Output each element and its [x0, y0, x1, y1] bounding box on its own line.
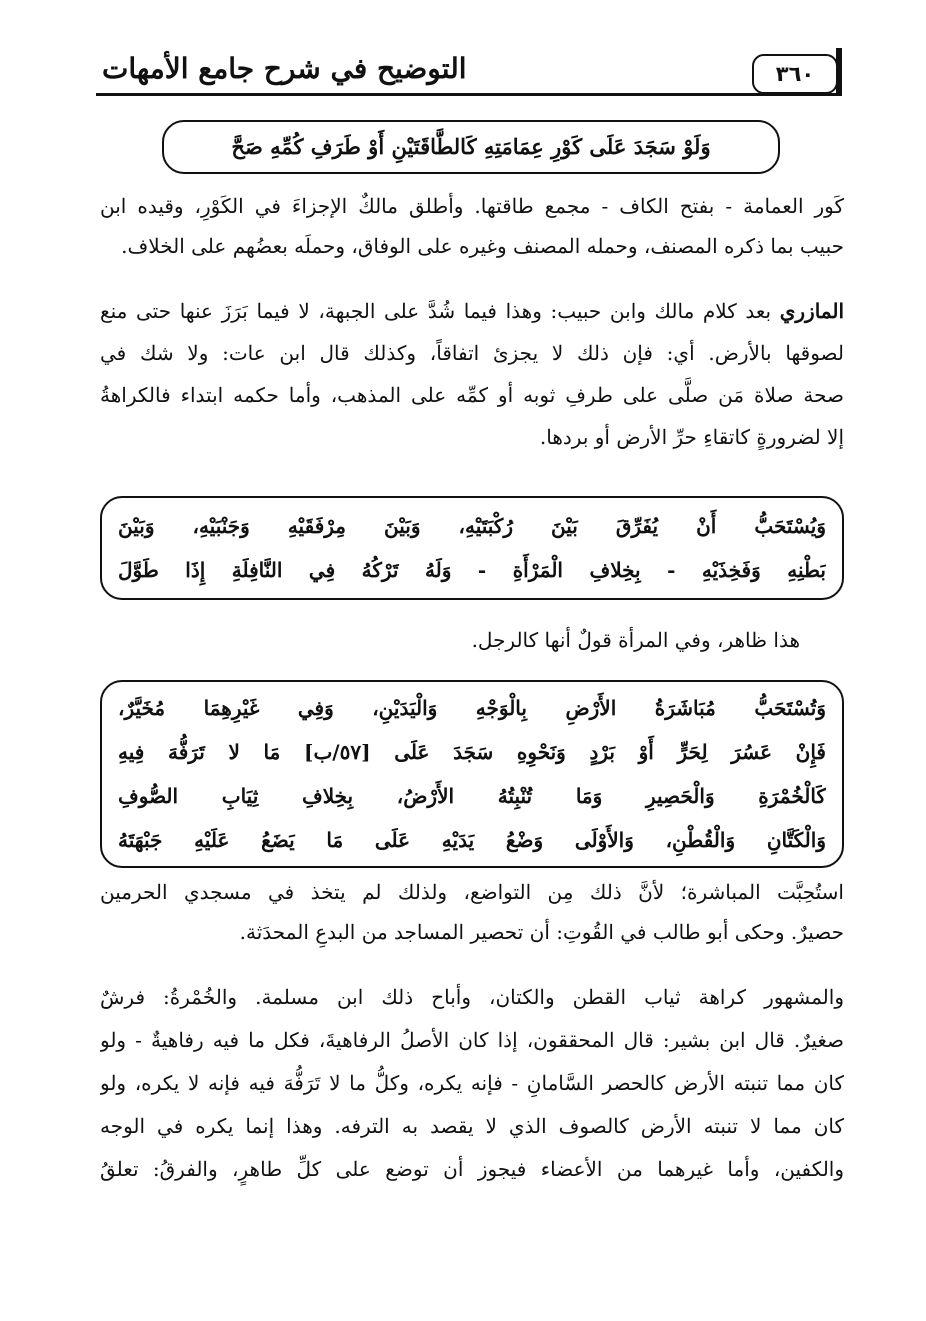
commentary-block-5 — [100, 976, 844, 1191]
matn-box-1 — [162, 120, 780, 174]
commentary-line: كان مما لا تنبته الأرض كالصوف الذي لا يقصد به الترفه. وهذا إنما يكره في الوجه — [100, 1114, 844, 1138]
commentary-line: لصوقها بالأرض. أي: فإن ذلك لا يجزئ اتفاقاً، وكذلك قال ابن عات: ولا شك في — [100, 341, 844, 365]
commentary-block-1 — [100, 186, 844, 266]
matn-line: بَطْنِهِ وَفَخِذَيْهِ - بِخِلافِ الْمَرْأَةِ - وَلَهُ تَرْكُهُ فِي النَّافِلَةِ إِذَا طَوَّلَ — [118, 558, 826, 582]
scholar-name: المازري — [779, 299, 844, 323]
commentary-line: كَور العمامة - بفتح الكاف - مجمع طاقتها. وأطلق مالكٌ الإجزاءَ في الكَوْرِ، وقيده ابن — [100, 194, 844, 218]
commentary-line: استُحِبَّت المباشرة؛ لأنَّ ذلك مِن التواضع، ولذلك لم يتخذ في مسجدي الحرمين — [100, 880, 844, 904]
page-header — [96, 48, 842, 96]
commentary-line: والكفين، وأما غيرهما من الأعضاء فيجوز أن توضع على كلِّ طاهرٍ، والفرقُ: تعلقُ — [100, 1157, 844, 1181]
matn-box-3 — [100, 680, 844, 868]
commentary-text: بعد كلام مالك وابن حبيب: وهذا فيما شُدَّ على الجبهة، لا فيما بَرَزَ عنها حتى منع — [100, 299, 772, 323]
commentary-line: هذا ظاهر، وفي المرأة قولٌ أنها كالرجل. — [471, 628, 800, 652]
matn-line: فَإِنْ عَسُرَ لِحَرٍّ أَوْ بَرْدٍ وَنَحْوِهِ سَجَدَ عَلَى [٥٧/ب] مَا لا تَرَفُّهَ فِيهِ — [118, 740, 826, 764]
commentary-block-4 — [100, 872, 844, 952]
commentary-line — [100, 290, 844, 332]
commentary-line: حصيرٌ. وحكى أبو طالب في القُوتِ: أن تحصير المساجد من البدعِ المحدَثة. — [239, 920, 844, 944]
matn-line: وَلَوْ سَجَدَ عَلَى كَوْرِ عِمَامَتِهِ كَالطَّاقَتَيْنِ أَوْ طَرَفِ كُمِّهِ صَحَّ — [231, 134, 711, 159]
matn-line: وَيُسْتَحَبُّ أَنْ يُفَرِّقَ بَيْنَ رُكْبَتَيْهِ، وَبَيْنَ مِرْفَقَيْهِ وَجَنْبَيْهِ، وَبَيْنَ — [118, 514, 826, 538]
matn-line: وَتُسْتَحَبُّ مُبَاشَرَةُ الأَرْضِ بِالْوَجْهِ وَالْيَدَيْنِ، وَفِي غَيْرِهِمَا مُخَيَّرٌ، — [118, 696, 826, 720]
matn-line: كَالْخُمْرَةِ وَالْحَصِيرِ وَمَا تُنْبِتُهُ الأَرْضُ، بِخِلافِ ثِيَابِ الصُّوفِ — [118, 784, 826, 808]
commentary-block-2 — [100, 290, 844, 458]
matn-box-2 — [100, 496, 844, 600]
commentary-line: صغيرٌ. قال ابن بشير: قال المحققون، إذا كان الأصلُ الرفاهيةَ، فكل ما فيه رفاهيةٌ - ولو — [100, 1028, 844, 1052]
commentary-line: صحة صلاة مَن صلَّى على طرفِ ثوبه أو كمِّه على المذهب، وأما حكمه ابتداء فالكراهةُ — [100, 383, 844, 407]
running-title: التوضيح في شرح جامع الأمهات — [102, 52, 467, 85]
commentary-line: والمشهور كراهة ثياب القطن والكتان، وأباح ذلك ابن مسلمة. والخُمْرةُ: فرشٌ — [100, 985, 844, 1009]
page-number: ٣٦٠ — [752, 54, 838, 94]
commentary-line: حبيب بما ذكره المصنف، وحمله المصنف وغيره على الوفاق، وحملَه بعضُهم على الخلاف. — [121, 234, 844, 258]
commentary-line: إلا لضرورةٍ كاتقاءِ حرِّ الأرض أو بردها. — [539, 425, 844, 449]
commentary-line: كان مما تنبته الأرض كالحصر السَّامانِ - فإنه يكره، وكلُّ ما لا تَرَفُّهَ فيه فإنه لا يكره، ولو — [100, 1071, 844, 1095]
commentary-block-3 — [140, 620, 800, 660]
header-rule — [96, 93, 842, 96]
matn-line: وَالْكَتَّانِ وَالْقُطْنِ، وَالأَوْلَى وَضْعُ يَدَيْهِ عَلَى مَا يَضَعُ عَلَيْهِ جَبْهَتَهُ — [118, 828, 826, 852]
